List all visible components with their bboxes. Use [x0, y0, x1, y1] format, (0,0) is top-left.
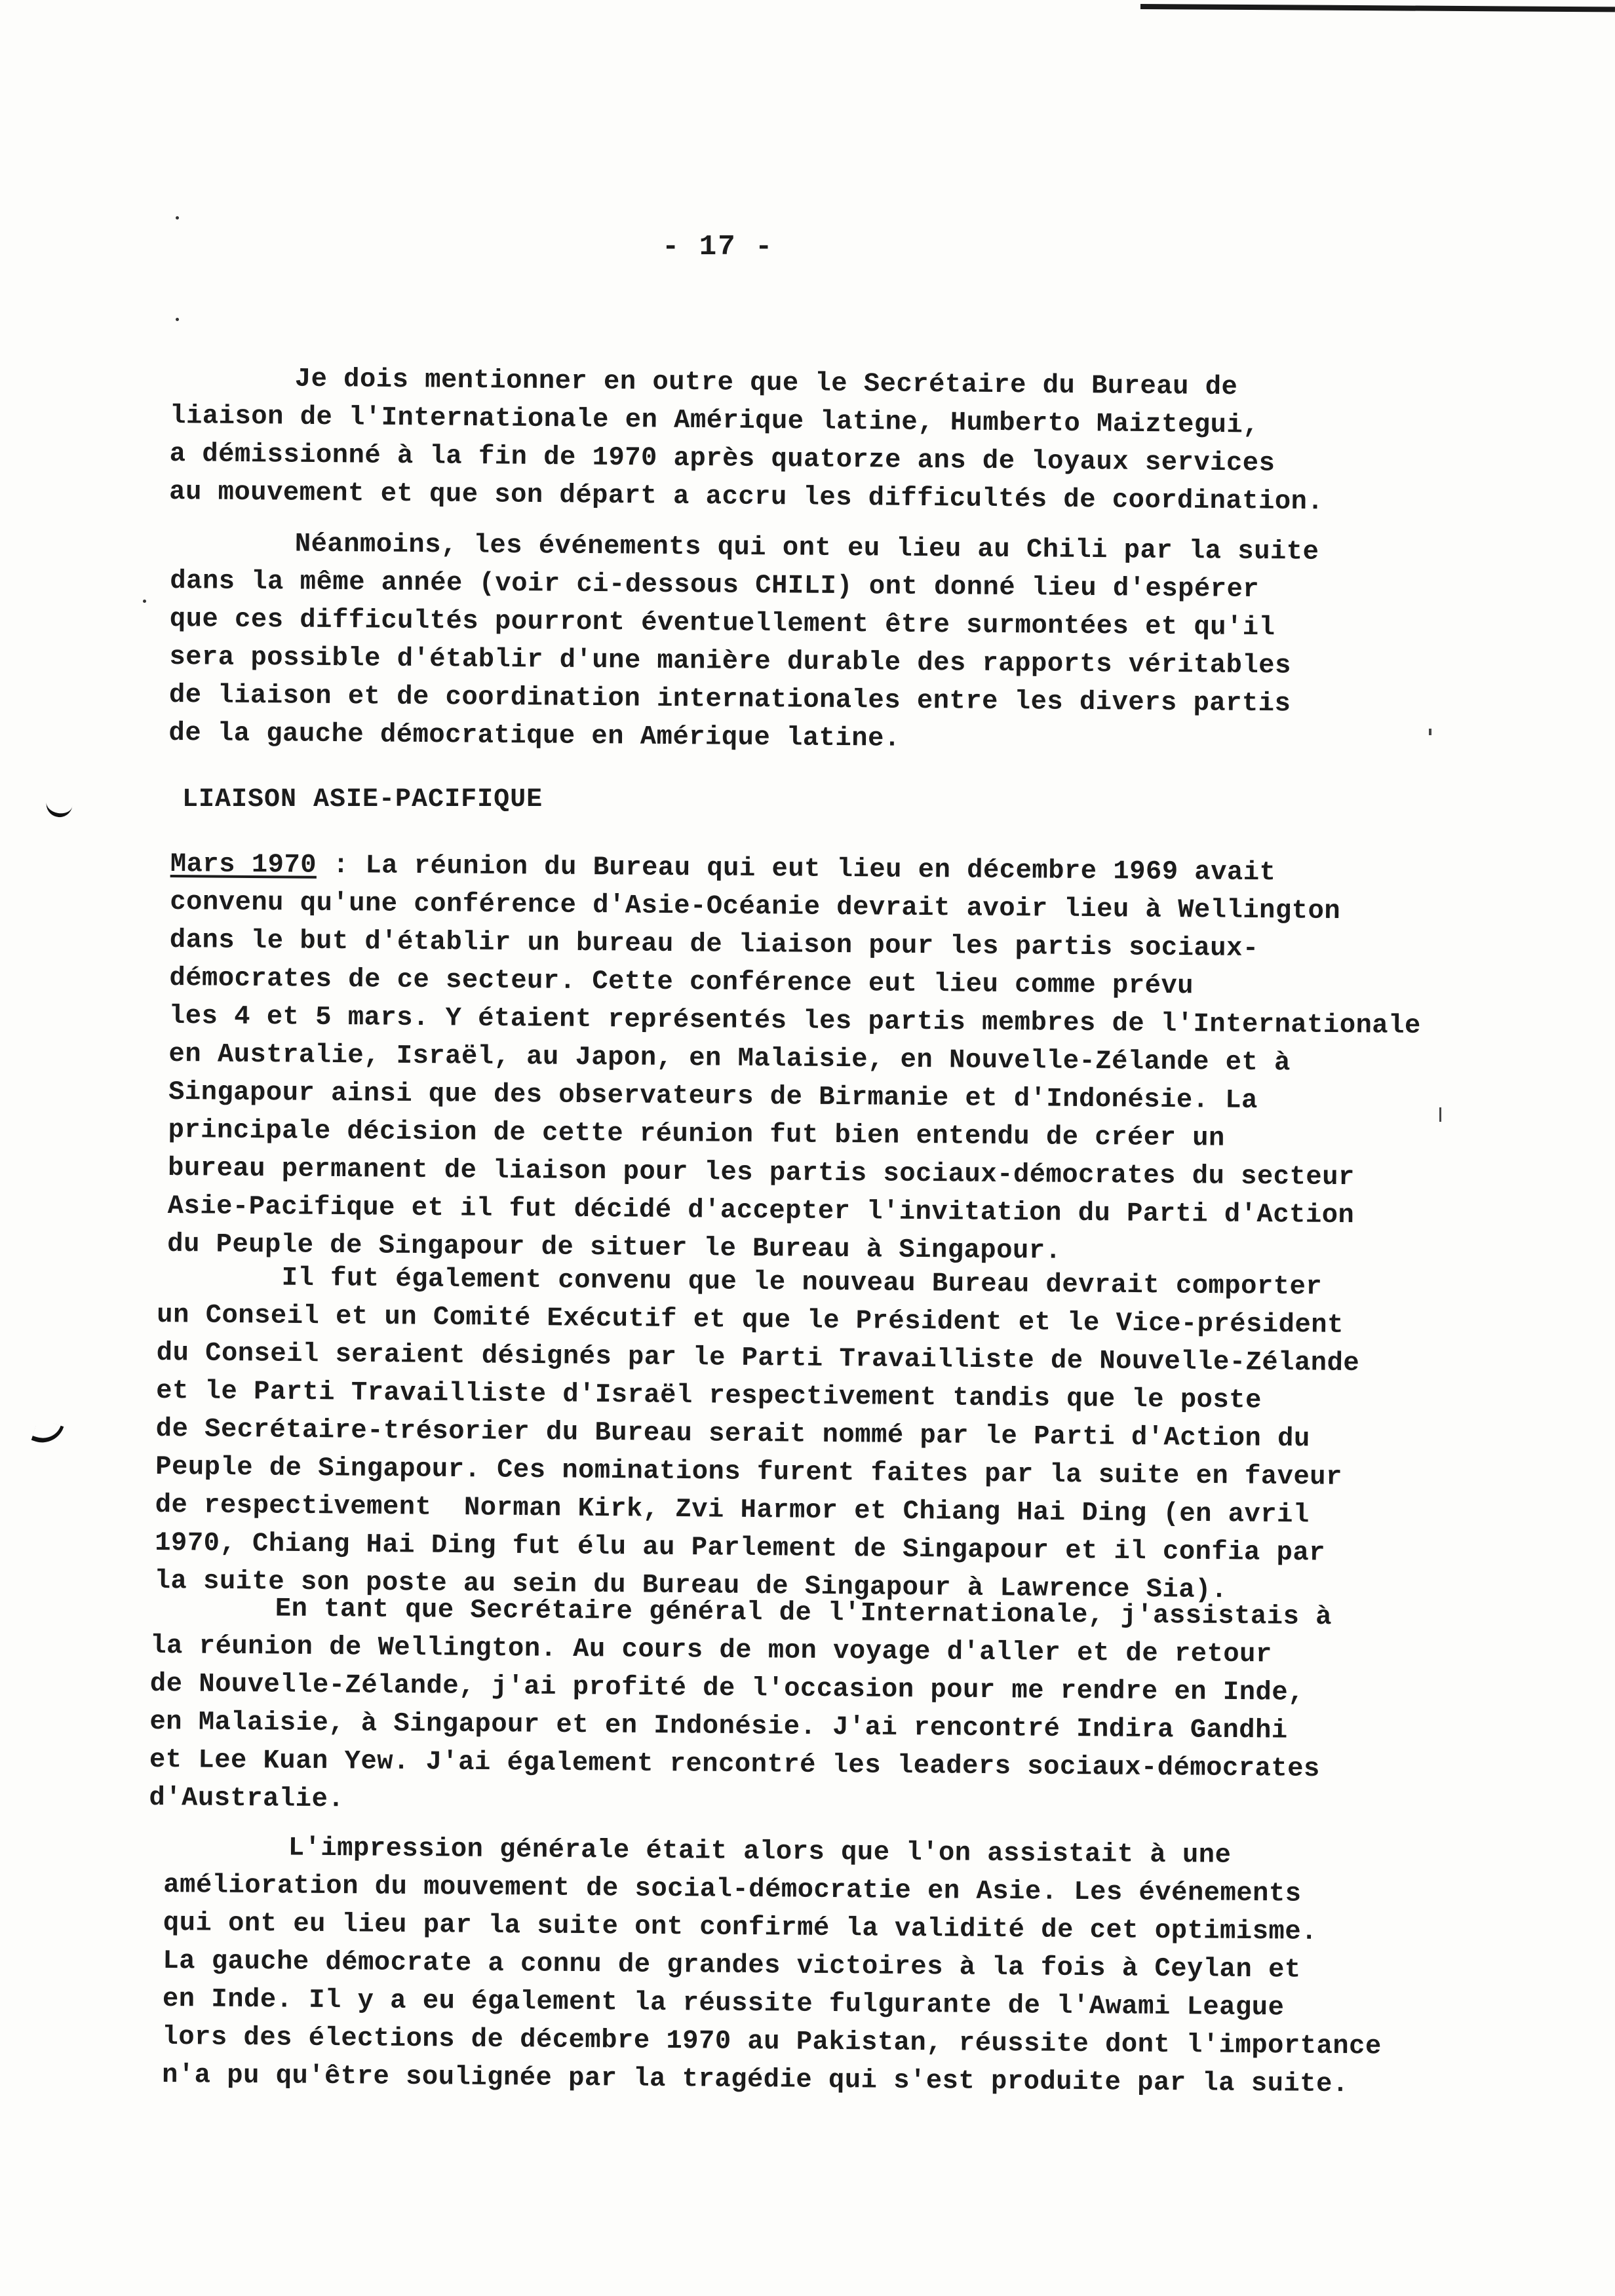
paragraph-march-1970 [167, 845, 1435, 1273]
text-line: et Lee Kuan Yew. J'ai également rencontré les leaders sociaux-démocrates [149, 1744, 1320, 1785]
text-line: convenu qu'une conférence d'Asie-Océanie devrait avoir lieu à Wellington [170, 887, 1341, 927]
text-line: dans le but d'établir un bureau de liaison pour les partis sociaux- [169, 925, 1259, 965]
top-edge-rule [1140, 4, 1615, 12]
scan-speck [176, 216, 179, 220]
text-line: au mouvement et que son départ a accru les difficultés de coordination. [169, 476, 1324, 518]
text-line: de Nouvelle-Zélande, j'ai profité de l'occasion pour me rendre en Inde, [149, 1668, 1305, 1708]
paragraph-asia-optimism [162, 1828, 1429, 2104]
text-line: Singapour ainsi que des observateurs de Birmanie et d'Indonésie. La [168, 1077, 1258, 1117]
section-heading: LIAISON ASIE-PACIFIQUE [182, 785, 543, 814]
text-line: de liaison et de coordination internationales entre les divers partis [168, 679, 1291, 719]
scan-speck [176, 318, 179, 321]
text-line: liaison de l'Internationale en Amérique latine, Humberto Maiztegui, [170, 400, 1260, 441]
text-line: Je dois mentionner en outre que le Secrétaire du Bureau de [294, 364, 1238, 403]
text-line: Il fut également convenu que le nouveau Bureau devrait comporter [281, 1263, 1323, 1303]
text-line: de la gauche démocratique en Amérique latine. [168, 718, 901, 754]
text-line: en Malaisie, à Singapour et en Indonésie. J'ai rencontré Indira Gandhi [149, 1706, 1288, 1746]
text-line: qui ont eu lieu par la suite ont confirmé la validité de cet optimisme. [163, 1907, 1318, 1947]
text-line: principale décision de cette réunion fut bien entendu de créer un [168, 1115, 1225, 1154]
paragraph-wellington-trip [149, 1589, 1416, 1827]
margin-hole-mark [31, 1419, 64, 1449]
text-line: En tant que Secrétaire général de l'Internationale, j'assistais à [275, 1594, 1333, 1633]
paragraph-chile-events [168, 524, 1435, 762]
text-line: de Secrétaire-trésorier du Bureau serait nommé par le Parti d'Action du [155, 1413, 1310, 1455]
text-line: La gauche démocrate a connu de grandes victoires à la fois à Ceylan et [163, 1945, 1301, 1985]
text-line: d'Australie. [149, 1782, 345, 1815]
text-line: lors des élections de décembre 1970 au Pakistan, réussite dont l'importance [162, 2021, 1382, 2062]
margin-tick-mark [1439, 1107, 1441, 1122]
text-line: un Conseil et un Comité Exécutif et que le Président et le Vice-président [157, 1299, 1344, 1341]
margin-hole-mark [45, 794, 74, 819]
paragraph-secretary-resignation [169, 359, 1435, 522]
date-lead: Mars 1970 [170, 849, 317, 881]
text-line: en Inde. Il y a eu également la réussite fulgurante de l'Awami League [162, 1983, 1285, 2023]
text-line: bureau permanent de liaison pour les partis sociaux-démocrates du secteur [167, 1153, 1355, 1193]
text-line: du Peuple de Singapour de situer le Bureau à Singapour. [167, 1229, 1062, 1267]
text-line: sera possible d'établir d'une manière durable des rapports véritables [169, 641, 1292, 681]
page-number: - 17 - [662, 231, 774, 263]
text-line: n'a pu qu'être soulignée par la tragédie qui s'est produite par la suite. [161, 2059, 1349, 2100]
text-line: Asie-Pacifique et il fut décidé d'accepter l'invitation du Parti d'Action [167, 1191, 1355, 1231]
text-line: et le Parti Travailliste d'Israël respectivement tandis que le poste [156, 1375, 1262, 1416]
text-line: Peuple de Singapour. Ces nominations furent faites par la suite en faveur [155, 1451, 1343, 1493]
paragraph-bureau-structure [154, 1258, 1422, 1611]
text-line: amélioration du mouvement de social-démocratie en Asie. Les événements [163, 1869, 1302, 1909]
text-line: en Australie, Israël, au Japon, en Malaisie, en Nouvelle-Zélande et à [168, 1039, 1291, 1079]
text-line: Néanmoins, les événements qui ont eu lieu au Chili par la suite [294, 529, 1319, 567]
text-line: la réunion de Wellington. Au cours de mon voyage d'aller et de retour [150, 1630, 1272, 1670]
text-line: L'impression générale était alors que l'on assistait à une [288, 1833, 1232, 1871]
text-line: démocrates de ce secteur. Cette conférence eut lieu comme prévu [169, 963, 1194, 1002]
text-line: la suite son poste au sein du Bureau de Singapour à Lawrence Sia). [154, 1565, 1228, 1606]
text-line: les 4 et 5 mars. Y étaient représentés les partis membres de l'Internationale [168, 1001, 1421, 1041]
text-line: de respectivement Norman Kirk, Zvi Harmor et Chiang Hai Ding (en avril [155, 1489, 1310, 1531]
text-fragment: : La réunion du Bureau qui eut lieu en décembre 1969 avait [316, 850, 1276, 889]
text-line: dans la même année (voir ci-dessous CHILI) ont donné lieu d'espérer [170, 565, 1260, 605]
scan-speck [143, 600, 146, 603]
text-line: que ces difficultés pourront éventuellement être surmontées et qu'il [169, 603, 1275, 643]
text-line: a démissionné à la fin de 1970 après quatorze ans de loyaux services [169, 438, 1275, 479]
text-line: du Conseil seraient désignés par le Parti Travailliste de Nouvelle-Zélande [156, 1337, 1360, 1379]
text-line: 1970, Chiang Hai Ding fut élu au Parlement de Singapour et il confia par [155, 1527, 1326, 1569]
